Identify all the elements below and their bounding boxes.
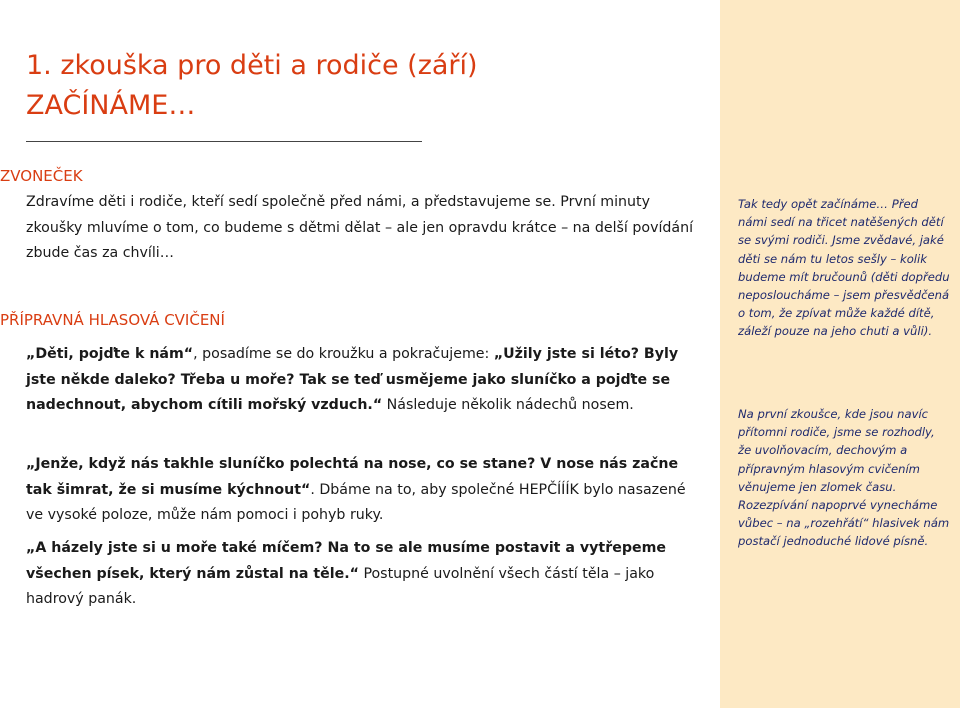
dialogue-text: „Užily jste si léto? Byly jste někde daleko? Třeba u moře? Tak se teď usmějeme jako sluníčko a pojďte se nadechnout, abychom cítili mořský vzduch.“ [26,346,679,413]
page-title: 1. zkouška pro děti a rodiče (září) [26,50,478,81]
narration-text: . Dbáme na to, aby společné HEPČÍÍÍK bylo nasazené ve vysoké poloze, může nám pomoci i pohyb ruky. [26,481,686,523]
dialogue-text: „Děti, pojďte k nám“ [26,346,194,362]
section-heading-zvonecek: ZVONEČEK [0,167,83,185]
narration-text: Následuje několik nádechů nosem. [382,397,634,413]
narration-text: Postupné uvolnění všech částí těla – jako hadrový panák. [26,565,655,607]
intro-paragraph: Zdravíme děti i rodiče, kteří sedí společně před námi, a představujeme se. První minuty zkoušky mluvíme o tom, co budeme s dětmi dělat – ale jen opravdu krátce – na delší povídání zbude čas za chvíli… [26,194,694,261]
narration-text: , posadíme se do kroužku a pokračujeme: [193,346,494,362]
exercise-paragraph-2 [26,452,696,529]
sidebar-note-2: Na první zkoušce, kde jsou navíc přítomni rodiče, jsme se rozhodly, že uvolňovacím, dechovým a přípravným hlasovým cvičením věnujeme jen zlomek času. Rozezpívání napoprvé vynecháme vůbec – na „rozehřátí“ hlasivek nám postačí jednoduché lidové písně. [738,407,950,549]
dialogue-text: „A házely jste si u moře také míčem? Na to se ale musíme postavit a vytřepeme všechen písek, který nám zůstal na těle.“ [26,540,667,582]
page-subtitle: ZAČÍNÁME… [26,90,196,121]
exercise-paragraph-3 [26,536,696,613]
sidebar-panel [720,0,960,708]
section-heading-pripravna: PŘÍPRAVNÁ HLASOVÁ CVIČENÍ [0,311,225,329]
sidebar-note-1: Tak tedy opět začínáme… Před námi sedí na třicet natěšených dětí se svými rodiči. Jsme zvědavé, jaké děti se nám tu letos sešly – kolik budeme mít bručounů (děti dopředu neposloucháme – jsem přesvědčená o tom, že zpívat může každé dítě, záleží pouze na jeho chuti a vůli). [738,197,950,339]
exercise-paragraph-1 [26,342,696,419]
dialogue-text: „Jenže, když nás takhle sluníčko polechtá na nose, co se stane? V nose nás začne tak šimrat, že si musíme kýchnout“ [26,456,679,498]
title-underline [26,141,422,142]
